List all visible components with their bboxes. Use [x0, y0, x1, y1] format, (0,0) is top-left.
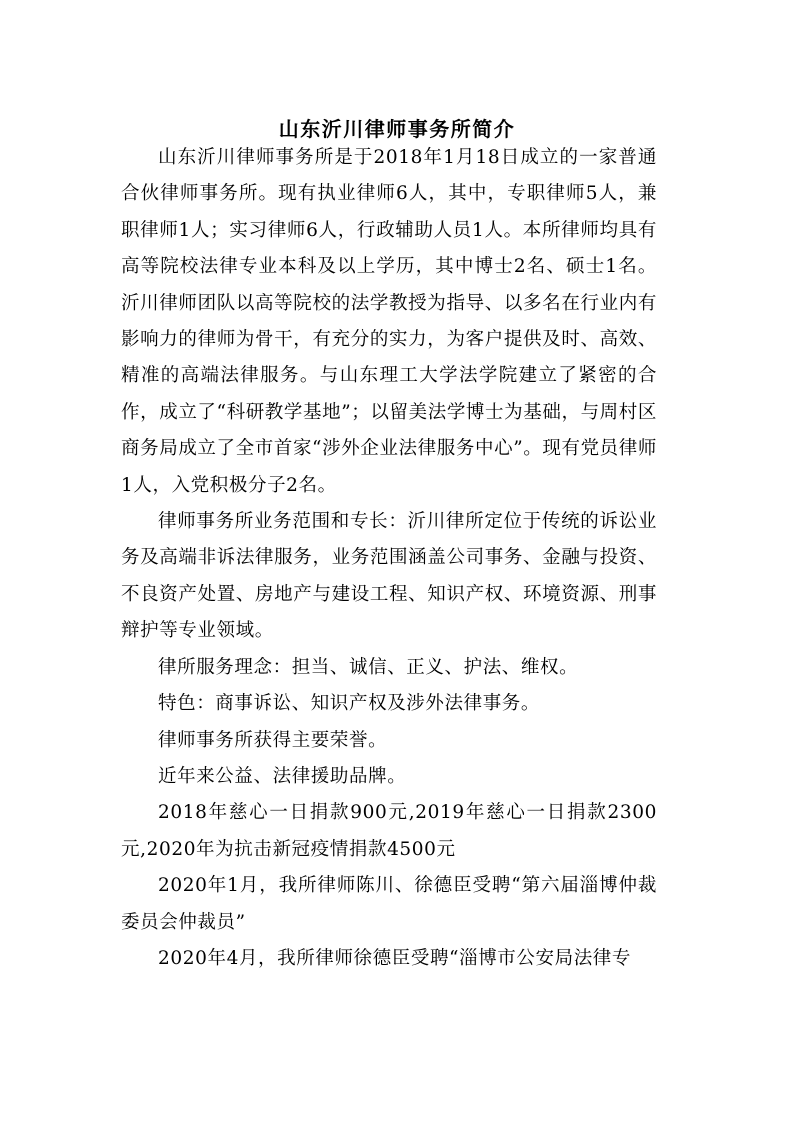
paragraph-features: 特色：商事诉讼、知识产权及涉外法律事务。: [158, 693, 541, 715]
paragraph-honors: 律师事务所获得主要荣誉。: [158, 729, 388, 751]
paragraph-service-philosophy: 律所服务理念：担当、诚信、正义、护法、维权。: [158, 656, 579, 678]
paragraph-public-welfare: 近年来公益、法律援助品牌。: [158, 765, 407, 787]
paragraph-arbitrators: 2020年1月，我所律师陈川、徐德臣受聘“第六届淄博仲裁委员会仲裁员”: [121, 875, 657, 933]
document-title: 山东沂川律师事务所简介: [278, 117, 516, 142]
paragraph-business-scope: 律师事务所业务范围和专长：沂川律所定位于传统的诉讼业务及高端非诉法律服务，业务范围涵盖公司事务、金融与投资、不良资产处置、房地产与建设工程、知识产权、环境资源、刑事辩护等专业领域。: [121, 511, 657, 642]
paragraph-intro: 山东沂川律师事务所是于2018年1月18日成立的一家普通合伙律师事务所。现有执业律师6人，其中，专职律师5人，兼职律师1人；实习律师6人，行政辅助人员1人。本所律师均具有高等院校法律专业本科及以上学历，其中博士2名、硕士1名。沂川律师团队以高等院校的法学教授为指导、以多名在行业内有影响力的律师为骨干，有充分的实力，为客户提供及时、高效、精准的高端法律服务。与山东理工大学法学院建立了紧密的合作，成立了“科研教学基地”；以留美法学博士为基础，与周村区商务局成立了全市首家“涉外企业法律服务中心”。现有党员律师1人，入党积极分子2名。: [121, 147, 657, 496]
document-body: [121, 140, 657, 977]
paragraph-police-counsel: 2020年4月，我所律师徐德臣受聘“淄博市公安局法律专: [158, 947, 632, 969]
paragraph-donations: 2018年慈心一日捐款900元,2019年慈心一日捐款2300元,2020年为抗击新冠疫情捐款4500元: [121, 802, 657, 860]
